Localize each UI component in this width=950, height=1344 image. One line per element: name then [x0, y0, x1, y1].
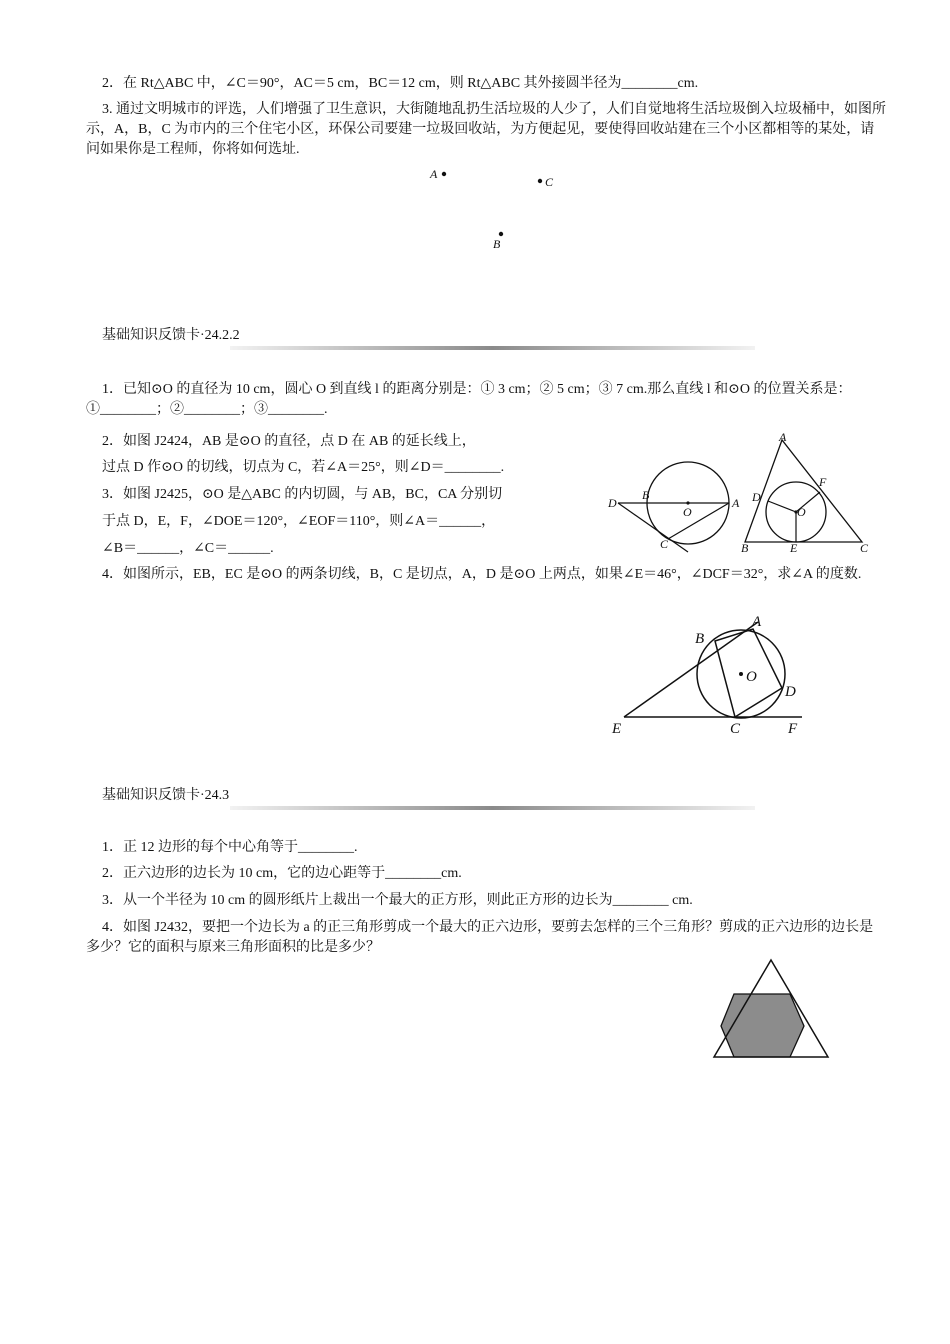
label-d: D: [785, 684, 796, 700]
heading-rule: [230, 346, 755, 350]
label-b: B: [642, 488, 650, 502]
label-f: F: [788, 721, 798, 737]
label-b: B: [741, 541, 749, 555]
label-a: A: [430, 167, 438, 181]
label-b: B: [695, 631, 705, 647]
s2-question-1: 1．已知⊙O 的直径为 10 cm，圆心 O 到直线 l 的距离分别是：① 3 cm；② 5 cm；③ 7 cm.那么直线 l 和⊙O 的位置关系是：①________；②________；③________.: [86, 382, 852, 417]
s2-question-3-line3: ∠B＝______，∠C＝______.: [102, 541, 274, 556]
label-o: O: [746, 669, 757, 685]
section-heading-24-2-2: 基础知识反馈卡·24.2.2: [102, 328, 240, 343]
label-a: A: [779, 430, 787, 444]
label-c: C: [545, 175, 554, 189]
figure-three-points: [420, 160, 570, 260]
label-c: C: [730, 721, 741, 737]
label-e: E: [790, 541, 798, 555]
figure-tangents: [600, 605, 820, 740]
label-d: D: [608, 496, 617, 510]
label-c: C: [660, 537, 669, 551]
figure-j2425: [738, 428, 878, 558]
question-2: 2．在 Rt△ABC 中，∠C＝90°，AC＝5 cm，BC＝12 cm，则 Rt△ABC 其外接圆半径为________cm.: [102, 76, 699, 91]
s2-question-2-line1: 2．如图 J2424，AB 是⊙O 的直径，点 D 在 AB 的延长线上，: [102, 434, 476, 449]
s2-question-3-line1: 3．如图 J2425，⊙O 是△ABC 的内切圆，与 AB，BC，CA 分别切: [102, 487, 503, 502]
label-d: D: [752, 490, 761, 504]
section-heading-24-3: 基础知识反馈卡·24.3: [102, 788, 230, 803]
s3-question-4: 4．如图 J2432，要把一个边长为 a 的正三角形剪成一个最大的正六边形，要剪去怎样的三个三角形？剪成的正六边形的边长是多少？它的面积与原来三角形面积的比是多少？: [86, 920, 874, 955]
question-3: 3. 通过文明城市的评选，人们增强了卫生意识，大街随地乱扔生活垃圾的人少了，人们自觉地将生活垃圾倒入垃圾桶中，如图所示，A，B，C 为市内的三个住宅小区，环保公司要建一垃圾回收站，为方便起见，要使得回收站建在三个小区都相等的某处，请问如果你是工程师，你将如何选址.: [86, 102, 886, 157]
s3-question-1: 1．正 12 边形的每个中心角等于________.: [102, 840, 358, 855]
label-a: A: [732, 496, 740, 510]
figure-j2424: [606, 460, 746, 560]
label-f: F: [819, 475, 827, 489]
s3-question-2: 2．正六边形的边长为 10 cm，它的边心距等于________cm.: [102, 866, 462, 881]
s2-question-3-line2: 于点 D，E，F，∠DOE＝120°，∠EOF＝110°，则∠A＝______，: [102, 514, 496, 529]
label-b: B: [493, 237, 501, 251]
label-o: O: [683, 505, 692, 519]
s2-question-4: 4．如图所示，EB，EC 是⊙O 的两条切线，B，C 是切点，A，D 是⊙O 上两点，如果∠E＝46°，∠DCF＝32°，求∠A 的度数.: [102, 567, 862, 582]
heading-rule: [230, 806, 755, 810]
label-a: A: [752, 614, 762, 630]
figure-j2432: [710, 955, 835, 1065]
label-c: C: [860, 541, 869, 555]
s3-question-3: 3．从一个半径为 10 cm 的圆形纸片上裁出一个最大的正方形，则此正方形的边长为________ cm.: [102, 893, 693, 908]
s2-question-2-line2: 过点 D 作⊙O 的切线，切点为 C，若∠A＝25°，则∠D＝________.: [102, 460, 505, 475]
label-e: E: [612, 721, 622, 737]
label-o: O: [797, 505, 806, 519]
